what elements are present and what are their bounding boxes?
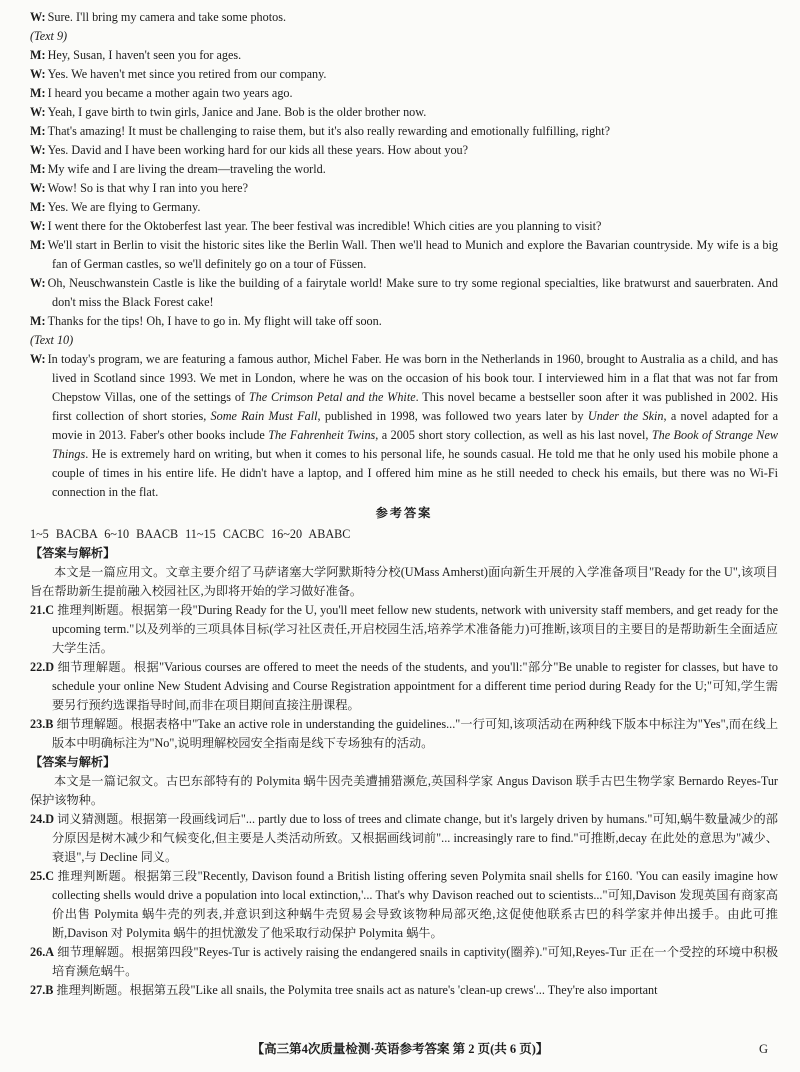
explanation-item <box>30 810 778 867</box>
dialogue-line <box>30 141 778 160</box>
item-text: 推理判断题。根据第三段"Recently, Davison found a British listing offering seven Polymita snail shells for £160. 'You can easily imagine how collecting shells would drive a population into local extinction,'... That's why Davison reached out to scientists..."可知,Davison 发现英国有商家高价出售 Polymita 蜗牛壳的列表,并意识到这种蜗牛壳贸易会导致该物种局部灭绝,这促使他联系古巴的科学家并伸出援手。由此可推断,Davison 对 Polymita 蜗牛的担忧激发了他采取行动保护 Polymita 蜗牛。 <box>52 869 778 940</box>
monologue-text: . This novel became a bestseller soon after it was published in 2002. His first collection of short stories, <box>52 390 779 423</box>
item-number: 22.D <box>30 660 55 674</box>
dialogue-text: That's amazing! It must be challenging to raise them, but it's also really rewarding and emotionally fulfilling, right? <box>47 124 611 138</box>
text10-label: (Text 10) <box>30 333 74 347</box>
dialogue-text: Hey, Susan, I haven't seen you for ages. <box>47 48 242 62</box>
speaker-label: W: <box>30 219 46 233</box>
dialogue-text: Yes. David and I have been working hard for our kids all these years. How about you? <box>47 143 469 157</box>
speaker-label: W: <box>30 105 46 119</box>
dialogue-line <box>30 122 778 141</box>
dialogue-line <box>30 274 778 312</box>
dialogue-text: Yes. We haven't met since you retired from our company. <box>47 67 327 81</box>
item-text: 词义猜测题。根据第一段画线词后"... partly due to loss of trees and climate change, but it's largely driven by humans."可知,蜗牛数量减少的部分原因是树木减少和气候变化,但主要是人类活动所致。又根据画线词前"... increasingly rare to find."可推断,decay 在此处的意思为"减少、衰退",与 Decline 同义。 <box>52 812 778 864</box>
item-number: 27.B <box>30 983 54 997</box>
speaker-label: M: <box>30 314 46 328</box>
dialogue-line <box>30 8 778 27</box>
speaker-label: M: <box>30 124 46 138</box>
item-number: 26.A <box>30 945 55 959</box>
dialogue-text: My wife and I are living the dream—traveling the world. <box>47 162 326 176</box>
dialogue-text: Oh, Neuschwanstein Castle is like the building of a fairytale world! Make sure to try some regional specialties, like bratwurst and sauerbraten. And don't miss the Black Forest cake! <box>47 276 778 309</box>
explanation-item <box>30 981 778 1000</box>
monologue-text: , a novel adapted for a movie in 2013. Faber's other books include <box>52 409 779 442</box>
dialogue-line <box>30 236 778 274</box>
book-title: The Fahrenheit Twins <box>268 428 376 442</box>
dialogue-line <box>30 198 778 217</box>
item-text: 推理判断题。根据第五段"Like all snails, the Polymita tree snails act as nature's 'clean-up crews'... They're also important <box>56 983 658 997</box>
book-title: Under the Skin <box>587 409 664 423</box>
monologue-text: , published in 1998, was followed two years later by <box>317 409 588 423</box>
dialogue-text: Wow! So is that why I ran into you here? <box>47 181 248 195</box>
dialogue-line <box>30 179 778 198</box>
dialogue-text: I went there for the Oktoberfest last year. The beer festival was incredible! Which cities are you planning to visit? <box>47 219 602 233</box>
book-title: The Crimson Petal and the White <box>248 390 416 404</box>
monologue-text: . He is extremely hard on writing, but when it comes to his personal life, he sounds casual. He told me that he only used his mobile phone a couple of times in his entire life. He didn't have a laptop, and I offered him mine as he still needed to check his emails, but there was no Wi-Fi connection in the flat. <box>52 447 778 499</box>
dialogue-line <box>30 84 778 103</box>
speaker-label: W: <box>30 276 46 290</box>
section-header: 【答案与解析】 <box>30 755 116 769</box>
item-text: 细节理解题。根据第四段"Reyes-Tur is actively raising the endangered snails in captivity(圈养)."可知,Reyes-Tur 正在一个受控的环境中积极培育濒危蜗牛。 <box>52 945 779 978</box>
dialogue-text: Sure. I'll bring my camera and take some photos. <box>47 10 287 24</box>
section-header: 【答案与解析】 <box>30 546 116 560</box>
speaker-label: W: <box>30 352 46 366</box>
text9-label: (Text 9) <box>30 29 68 43</box>
dialogue-line <box>30 103 778 122</box>
dialogue-text: Yes. We are flying to Germany. <box>47 200 201 214</box>
dialogue-text: We'll start in Berlin to visit the historic sites like the Berlin Wall. Then we'll head to Munich and explore the Bavarian countryside. My wife is a big fan of German castles, so we'll definitely go on a tour of Füssen. <box>47 238 778 271</box>
dialogue-line <box>30 46 778 65</box>
monologue-text: , a 2005 short story collection, as well as his last novel, <box>375 428 652 442</box>
explanation-item <box>30 943 778 981</box>
document-page <box>30 8 778 1000</box>
speaker-label: M: <box>30 86 46 100</box>
footer-version-letter: G <box>758 1042 768 1056</box>
dialogue-text: Thanks for the tips! Oh, I have to go in. My flight will take off soon. <box>47 314 382 328</box>
text10-monologue <box>30 350 778 502</box>
speaker-label: W: <box>30 181 46 195</box>
page-footer: 【高三第4次质量检测·英语参考答案 第 2 页(共 6 页)】 <box>251 1042 549 1056</box>
text9-dialogue <box>30 46 778 331</box>
item-number: 25.C <box>30 869 55 883</box>
book-title: Some Rain Must Fall <box>210 409 318 423</box>
speaker-label: M: <box>30 238 46 252</box>
speaker-label: M: <box>30 48 46 62</box>
speaker-label: W: <box>30 67 46 81</box>
item-number: 23.B <box>30 717 54 731</box>
item-text: 推理判断题。根据第一段"During Ready for the U, you'll meet fellow new students, network with university staff members, and get ready for the upcoming term."以及列举的三项具体目标(学习社区责任,开启校园生活,培养学术准备能力)可推断,该项目的主要目的是帮助新生全面适应大学生活。 <box>52 603 778 655</box>
explanation-item <box>30 867 778 943</box>
section-a-intro: 本文是一篇应用文。文章主要介绍了马萨诸塞大学阿默斯特分校(UMass Amherst)面向新生开展的入学准备项目"Ready for the U",该项目旨在帮助新生提前融入校园社区,为即将开始的学习做好准备。 <box>30 565 778 598</box>
dialogue-text: Yeah, I gave birth to twin girls, Janice and Jane. Bob is the older brother now. <box>47 105 427 119</box>
explanation-item <box>30 715 778 753</box>
speaker-label: M: <box>30 200 46 214</box>
explanation-item <box>30 658 778 715</box>
item-text: 细节理解题。根据表格中"Take an active role in understanding the guidelines..."一行可知,该项活动在两种线下版本中标注为"Yes",而在线上版本中明确标注为"No",说明理解校园安全指南是线下专场独有的活动。 <box>52 717 779 750</box>
item-text: 细节理解题。根据"Various courses are offered to meet the needs of the students, and you'll:"部分"Be unable to register for classes, but have to schedule your online New Student Advising and Course Registration appointment for a different time period during Ready for the U;"可知,学生需要另行预约选课指导时间,而非在项目期间直接注册课程。 <box>52 660 778 712</box>
dialogue-line <box>30 312 778 331</box>
speaker-label: M: <box>30 162 46 176</box>
section-b-intro: 本文是一篇记叙文。古巴东部特有的 Polymita 蜗牛因壳美遭捕猎濒危,英国科学家 Angus Davison 联手古巴生物学家 Bernardo Reyes-Tur 保护该物种。 <box>30 774 778 807</box>
item-number: 24.D <box>30 812 55 826</box>
explanation-item <box>30 601 778 658</box>
monologue-text: In today's program, we are featuring a famous author, Michel Faber. He was born in the Netherlands in 1960, brought to Australia as a child, and has lived in Scotland since 1993. We met in London, where he was on the occasion of his book tour. I interviewed him in a flat that was not far from Chepstow Villas, one of the settings of <box>47 352 778 404</box>
item-number: 21.C <box>30 603 55 617</box>
book-title: The Book of Strange New Things <box>52 428 778 461</box>
speaker-label: W: <box>30 143 46 157</box>
dialogue-line <box>30 217 778 236</box>
dialogue-line <box>30 65 778 84</box>
speaker-label: W: <box>30 10 46 24</box>
answer-title: 参考答案 <box>375 506 433 520</box>
dialogue-line <box>30 160 778 179</box>
answer-key: 1~5 BACBA 6~10 BAACB 11~15 CACBC 16~20 ABABC <box>30 527 351 541</box>
dialogue-text: I heard you became a mother again two years ago. <box>47 86 293 100</box>
